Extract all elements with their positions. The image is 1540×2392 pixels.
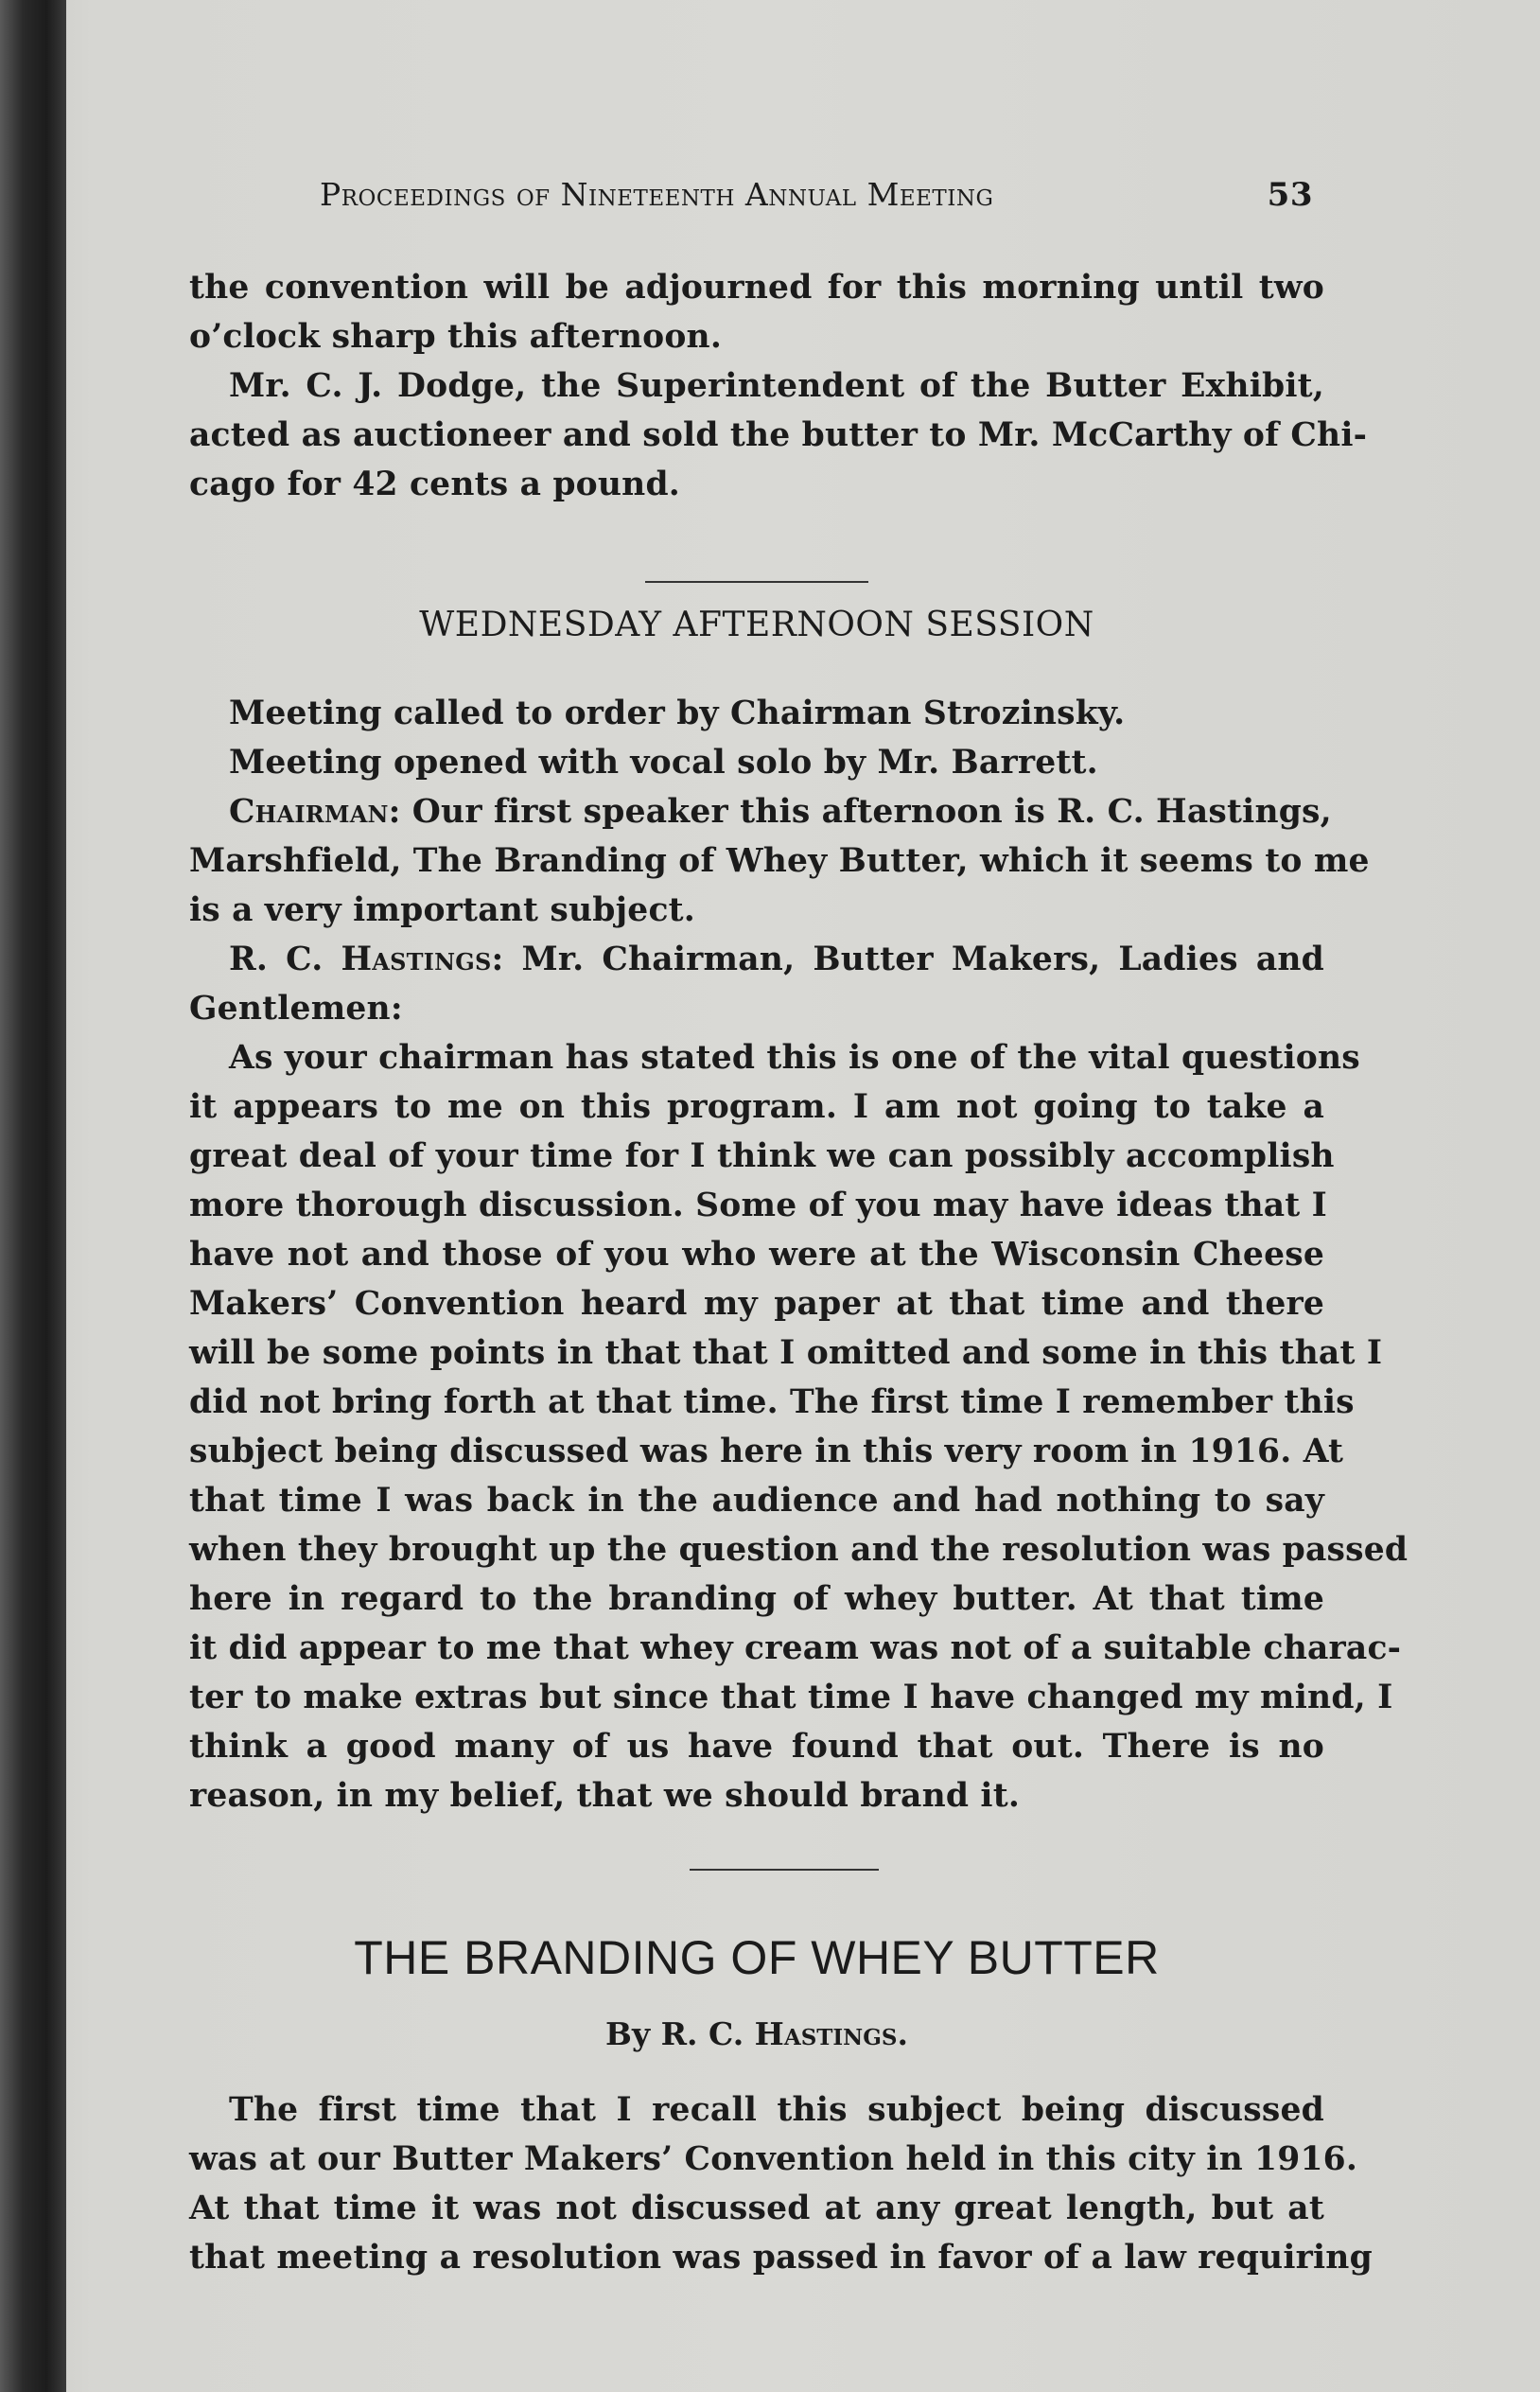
text-line: it appears to me on this program. I am not going to take a bbox=[189, 1088, 1324, 1126]
text-line bbox=[189, 787, 1332, 836]
text-line: the convention will be adjourned for this morning until two bbox=[189, 269, 1324, 307]
page-number: 53 bbox=[1267, 176, 1313, 214]
article-title: THE BRANDING OF WHEY BUTTER bbox=[354, 1931, 1160, 1984]
text-line: At that time it was not discussed at any great length, but at bbox=[189, 2190, 1324, 2227]
text-line: Gentlemen: bbox=[189, 990, 403, 1028]
text-line: that meeting a resolution was passed in favor of a law requiring bbox=[189, 2239, 1373, 2277]
text-line bbox=[189, 935, 1324, 984]
opening-paragraphs bbox=[189, 263, 1368, 509]
text-line: Mr. C. J. Dodge, the Superintendent of the Butter Exhibit, bbox=[229, 367, 1324, 405]
text-line: ter to make extras but since that time I have changed my mind, I bbox=[189, 1679, 1393, 1716]
speaker-label-chairman: Chairman: bbox=[229, 793, 401, 831]
text-line: reason, in my belief, that we should brand it. bbox=[189, 1777, 1021, 1815]
section-divider bbox=[645, 581, 868, 583]
article-divider bbox=[690, 1869, 879, 1871]
text-line: o’clock sharp this afternoon. bbox=[189, 318, 723, 356]
text-line: great deal of your time for I think we can possibly accomplish bbox=[189, 1137, 1335, 1175]
running-header-title: Proceedings of Nineteenth Annual Meeting bbox=[320, 176, 994, 213]
text-line: cago for 42 cents a pound. bbox=[189, 466, 680, 503]
text-line: The first time that I recall this subject being discussed bbox=[229, 2091, 1324, 2129]
text-line: subject being discussed was here in this very room in 1916. At bbox=[189, 1433, 1344, 1470]
speaker-text: Mr. Chairman, Butter Makers, Ladies and bbox=[503, 941, 1324, 978]
article-byline bbox=[189, 2015, 1324, 2052]
text-line: that time I was back in the audience and had nothing to say bbox=[189, 1482, 1324, 1520]
byline-prefix: By bbox=[605, 2015, 661, 2052]
text-line: was at our Butter Makers’ Convention held in this city in 1916. bbox=[189, 2140, 1358, 2178]
text-line: did not bring forth at that time. The first time I remember this bbox=[189, 1383, 1355, 1421]
text-line: Marshfield, The Branding of Whey Butter, which it seems to me bbox=[189, 842, 1370, 880]
speaker-text: Our first speaker this afternoon is R. C. Hastings, bbox=[400, 793, 1332, 831]
speaker-label-hastings: R. C. Hastings: bbox=[229, 941, 504, 978]
text-line: think a good many of us have found that out. There is no bbox=[189, 1728, 1324, 1766]
text-line: Meeting opened with vocal solo by Mr. Barrett. bbox=[229, 744, 1098, 782]
text-line: Makers’ Convention heard my paper at that time and there bbox=[189, 1285, 1324, 1323]
session-paragraphs bbox=[189, 689, 1370, 1033]
text-line: more thorough discussion. Some of you may have ideas that I bbox=[189, 1187, 1327, 1224]
text-line: will be some points in that that I omitted and some in this that I bbox=[189, 1334, 1383, 1372]
byline-author: R. C. Hastings. bbox=[660, 2015, 908, 2052]
text-line: have not and those of you who were at the Wisconsin Cheese bbox=[189, 1236, 1324, 1274]
text-line: acted as auctioneer and sold the butter to Mr. McCarthy of Chi- bbox=[189, 416, 1368, 454]
session-heading: WEDNESDAY AFTERNOON SESSION bbox=[419, 606, 1094, 644]
book-spine-shadow bbox=[0, 0, 66, 2392]
text-line: As your chairman has stated this is one of the vital questions bbox=[229, 1039, 1360, 1077]
text-line: it did appear to me that whey cream was not of a suitable charac- bbox=[189, 1629, 1402, 1667]
text-line: here in regard to the branding of whey butter. At that time bbox=[189, 1580, 1324, 1618]
article-paragraph bbox=[189, 2085, 1373, 2282]
running-header bbox=[320, 176, 1313, 223]
text-line: Meeting called to order by Chairman Strozinsky. bbox=[229, 695, 1126, 732]
text-line: is a very important subject. bbox=[189, 891, 695, 929]
text-line: when they brought up the question and the resolution was passed bbox=[189, 1531, 1409, 1569]
speech-paragraph bbox=[189, 1033, 1409, 1820]
